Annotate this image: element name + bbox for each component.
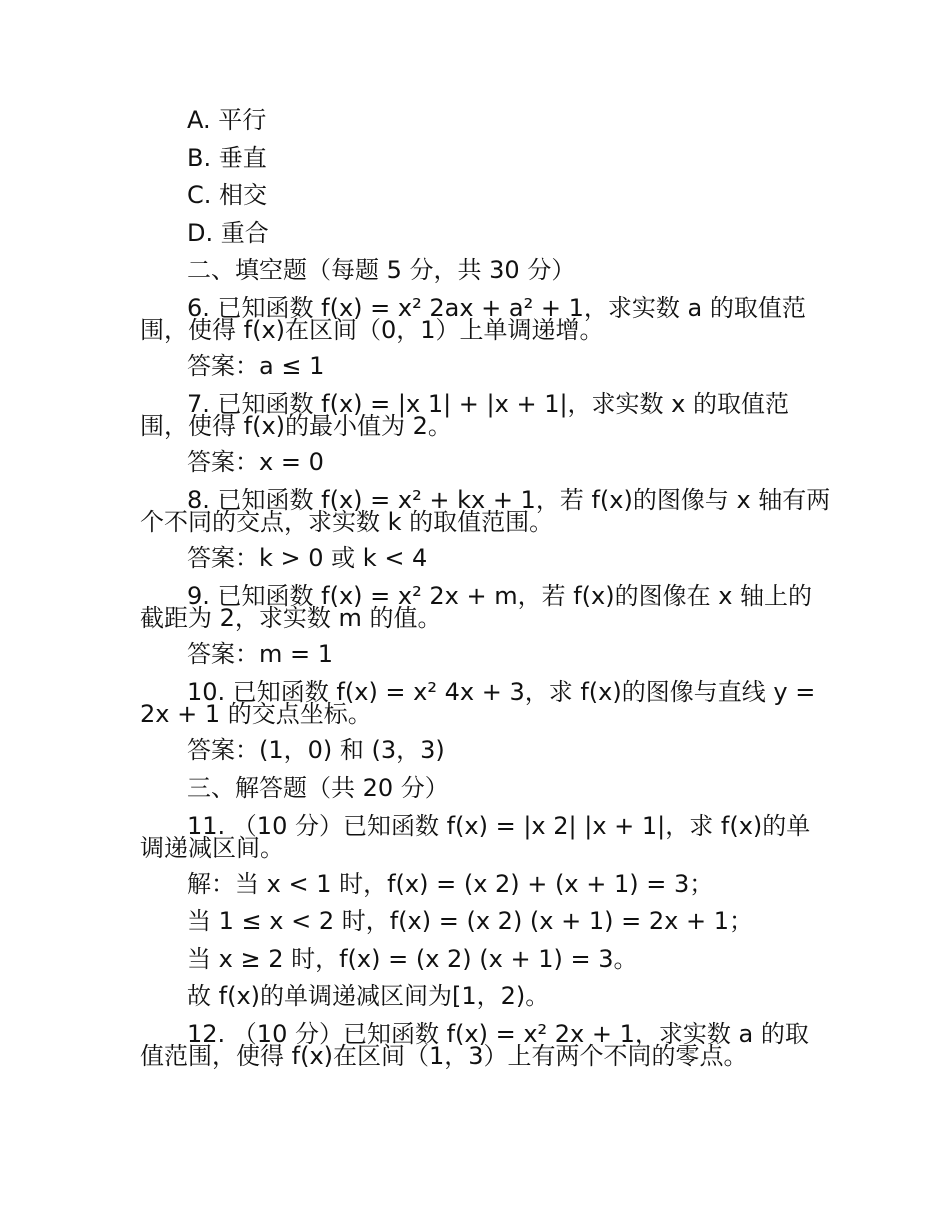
answer-9: 答案：m = 1 (187, 640, 334, 668)
option-d: D. 重合 (187, 219, 269, 247)
option-c: C. 相交 (187, 181, 268, 209)
solution-11-case-3: 当 x ≥ 2 时，f(x) = (x 2) (x + 1) = 3。 (187, 945, 638, 973)
question-6-continued: 围，使得 f(x)在区间（0，1）上单调递增。 (140, 316, 604, 344)
question-11: 11. （10 分）已知函数 f(x) = |x 2| |x + 1|，求 f(x)的单 (187, 812, 811, 840)
solution-11-conclusion: 故 f(x)的单调递减区间为[1，2)。 (187, 982, 550, 1010)
answer-7: 答案：x = 0 (187, 448, 324, 476)
section-fill-in-heading: 二、填空题（每题 5 分，共 30 分） (187, 256, 576, 284)
question-10: 10. 已知函数 f(x) = x² 4x + 3，求 f(x)的图像与直线 y = (187, 678, 816, 706)
option-a: A. 平行 (187, 106, 267, 134)
question-7: 7. 已知函数 f(x) = |x 1| + |x + 1|，求实数 x 的取值范 (187, 390, 790, 418)
answer-8: 答案：k > 0 或 k < 4 (187, 544, 428, 572)
question-7-continued: 围，使得 f(x)的最小值为 2。 (140, 412, 452, 440)
question-8-continued: 个不同的交点，求实数 k 的取值范围。 (140, 508, 554, 536)
solution-11-case-2: 当 1 ≤ x < 2 时，f(x) = (x 2) (x + 1) = 2x + 1； (187, 907, 753, 935)
answer-6: 答案：a ≤ 1 (187, 352, 325, 380)
question-8: 8. 已知函数 f(x) = x² + kx + 1，若 f(x)的图像与 x 轴有两 (187, 486, 831, 514)
question-6: 6. 已知函数 f(x) = x² 2ax + a² + 1，求实数 a 的取值范 (187, 294, 806, 322)
option-b: B. 垂直 (187, 144, 267, 172)
answer-10: 答案：(1，0) 和 (3，3) (187, 736, 445, 764)
question-9-continued: 截距为 2，求实数 m 的值。 (140, 604, 442, 632)
question-9: 9. 已知函数 f(x) = x² 2x + m，若 f(x)的图像在 x 轴上的 (187, 582, 813, 610)
solution-11-case-1: 解：当 x < 1 时，f(x) = (x 2) + (x + 1) = 3； (187, 870, 714, 898)
question-11-continued: 调递减区间。 (140, 834, 284, 862)
section-solve-heading: 三、解答题（共 20 分） (187, 774, 449, 802)
question-12-continued: 值范围，使得 f(x)在区间（1，3）上有两个不同的零点。 (140, 1042, 748, 1070)
question-10-continued: 2x + 1 的交点坐标。 (140, 700, 372, 728)
question-12: 12. （10 分）已知函数 f(x) = x² 2x + 1，求实数 a 的取 (187, 1020, 809, 1048)
